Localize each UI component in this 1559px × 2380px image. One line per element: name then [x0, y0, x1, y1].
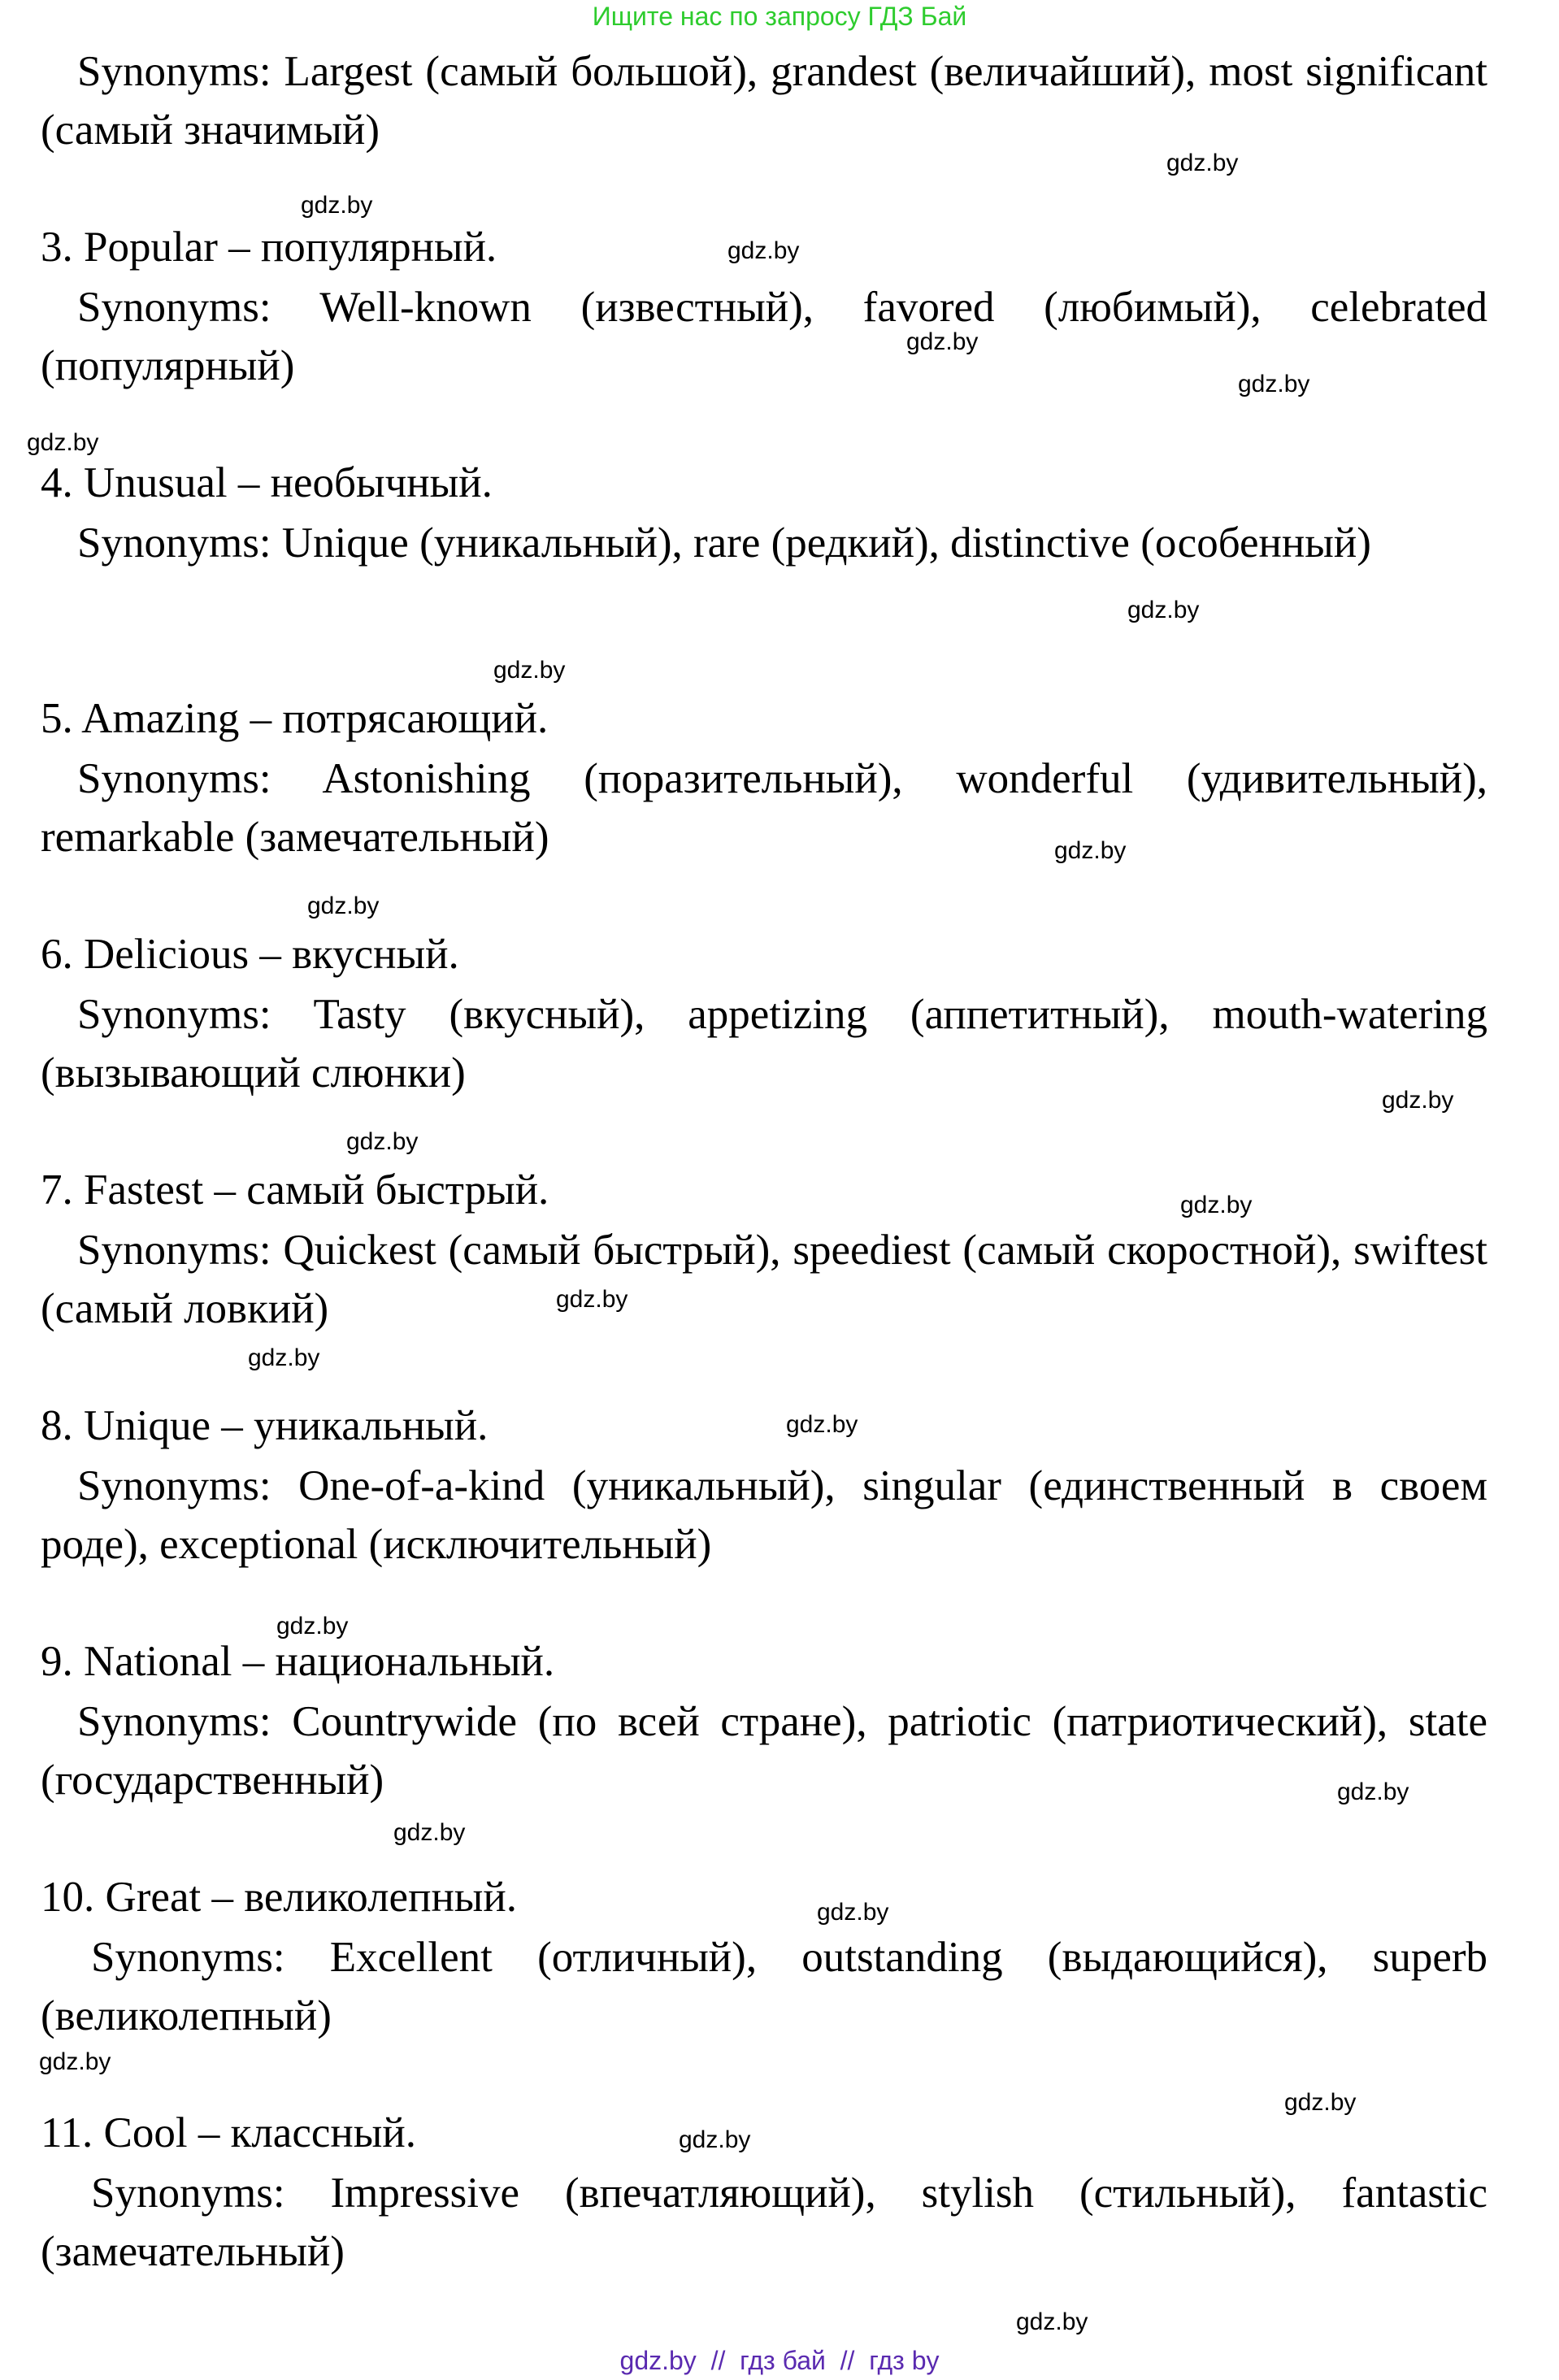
watermark: gdz.by	[1284, 2089, 1357, 2116]
synonyms-paragraph: Synonyms: Tasty (вкусный), appetizing (аппетитный), mouth-watering (вызывающий слюнки)	[41, 991, 1487, 1097]
entry-heading: 4. Unusual – необычный.	[41, 459, 493, 506]
watermark: gdz.by	[556, 1286, 628, 1313]
watermark: gdz.by	[727, 237, 800, 264]
entry-heading: 6. Delicious – вкусный.	[41, 931, 459, 978]
watermark: gdz.by	[346, 1128, 419, 1155]
watermark: gdz.by	[1238, 371, 1310, 397]
watermark: gdz.by	[906, 328, 979, 355]
watermark: gdz.by	[27, 429, 99, 456]
watermark: gdz.by	[307, 892, 380, 919]
watermark: gdz.by	[248, 1344, 320, 1371]
watermark: gdz.by	[1127, 597, 1200, 623]
entry-heading: 3. Popular – популярный.	[41, 224, 497, 271]
synonyms-paragraph: Synonyms: Countrywide (по всей стране), patriotic (патриотический), state (государственный)	[41, 1698, 1487, 1804]
synonyms-paragraph: Synonyms: Quickest (самый быстрый), speediest (самый скоростной), swiftest (самый ловкий)	[41, 1227, 1487, 1332]
entry-heading: 10. Great – великолепный.	[41, 1874, 518, 1921]
entry-heading: 7. Fastest – самый быстрый.	[41, 1166, 549, 1214]
bottom-banner-link[interactable]: gdz.by // гдз бай // гдз by	[619, 2346, 940, 2375]
watermark: gdz.by	[1382, 1087, 1454, 1114]
entry-heading: 5. Amazing – потрясающий.	[41, 695, 549, 742]
synonyms-paragraph: Synonyms: Well-known (известный), favored (любимый), celebrated (популярный)	[41, 284, 1487, 389]
watermark: gdz.by	[1337, 1778, 1409, 1805]
watermark: gdz.by	[301, 192, 373, 219]
synonyms-paragraph: Synonyms: Excellent (отличный), outstanding (выдающийся), superb (великолепный)	[41, 1934, 1487, 2039]
watermark: gdz.by	[1016, 2308, 1088, 2335]
watermark: gdz.by	[786, 1411, 858, 1438]
watermark: gdz.by	[817, 1899, 889, 1926]
watermark: gdz.by	[1166, 150, 1239, 176]
entry-heading: 9. National – национальный.	[41, 1638, 555, 1685]
watermark: gdz.by	[276, 1613, 349, 1640]
synonyms-paragraph: Synonyms: Astonishing (поразительный), wonderful (удивительный), remarkable (замечательный)	[41, 755, 1487, 861]
synonyms-paragraph: Synonyms: Unique (уникальный), rare (редкий), distinctive (особенный)	[77, 519, 1371, 567]
entry-heading: 8. Unique – уникальный.	[41, 1402, 489, 1449]
synonyms-paragraph: Synonyms: Impressive (впечатляющий), stylish (стильный), fantastic (замечательный)	[41, 2169, 1487, 2275]
watermark: gdz.by	[393, 1819, 466, 1846]
watermark: gdz.by	[493, 657, 566, 684]
top-banner-link[interactable]: Ищите нас по запросу ГДЗ Бай	[592, 2, 967, 31]
synonyms-paragraph: Synonyms: Largest (самый большой), grandest (величайший), most significant (самый значимый)	[41, 48, 1487, 154]
watermark: gdz.by	[1054, 837, 1127, 864]
watermark: gdz.by	[679, 2126, 751, 2153]
synonyms-paragraph: Synonyms: One-of-a-kind (уникальный), singular (единственный в своем роде), exceptional (исключительный)	[41, 1462, 1487, 1568]
entry-heading: 11. Cool – классный.	[41, 2109, 416, 2156]
watermark: gdz.by	[39, 2048, 111, 2075]
watermark: gdz.by	[1180, 1192, 1253, 1218]
